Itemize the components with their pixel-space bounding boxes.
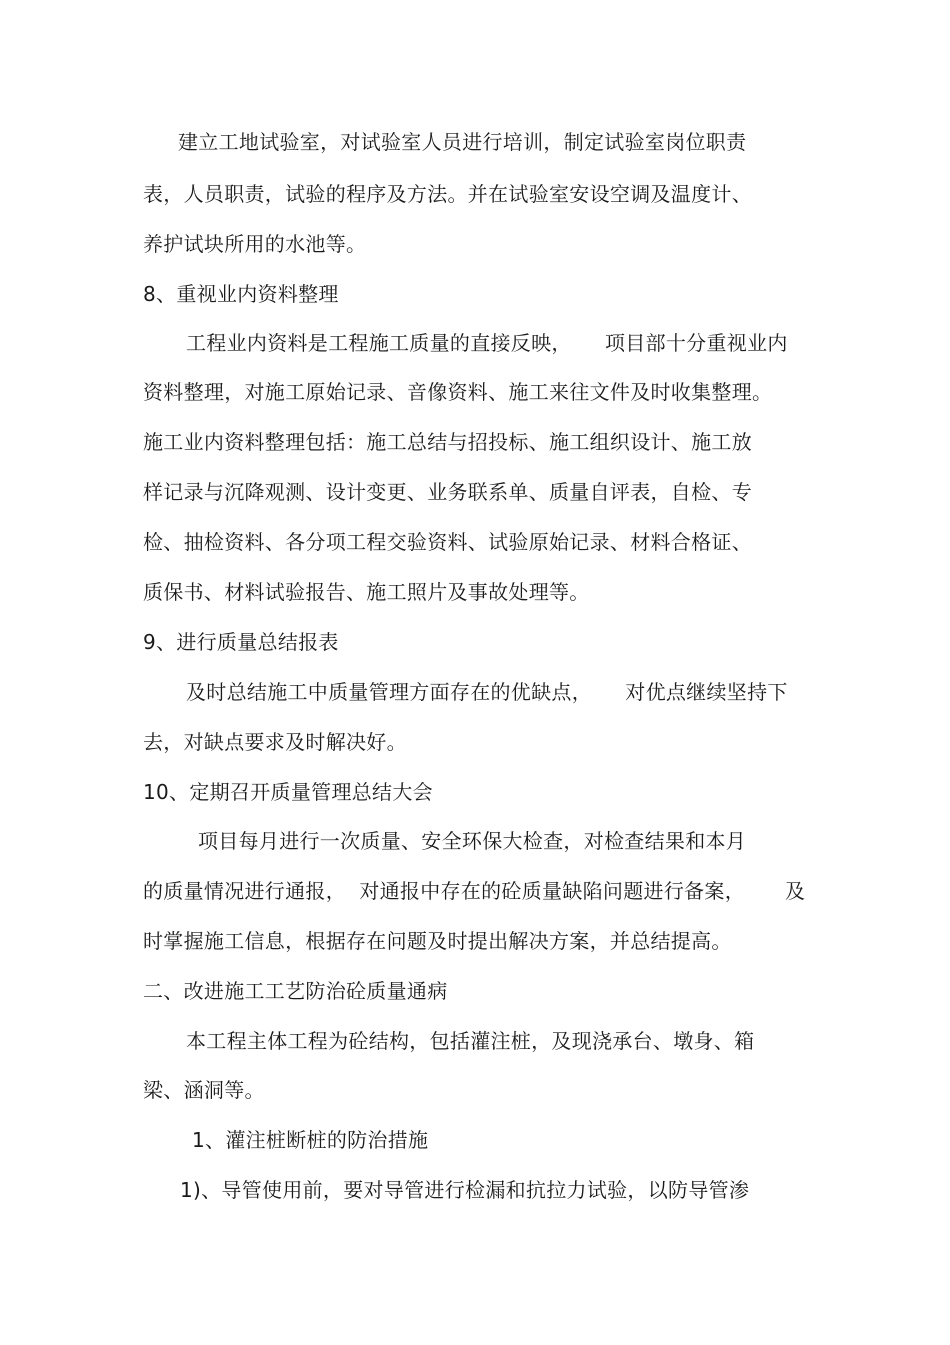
text-line: 本工程主体工程为砼结构，包括灌注桩，及现浇承台、墩身、箱 — [186, 1029, 755, 1053]
text-line: 表，人员职责，试验的程序及方法。并在试验室安设空调及温度计、 — [143, 182, 752, 206]
text-line: 梁、涵洞等。 — [143, 1078, 265, 1102]
text-line: 时掌握施工信息，根据存在问题及时提出解决方案，并总结提高。 — [143, 929, 732, 953]
text-line: 及时总结施工中质量管理方面存在的优缺点， 对优点继续坚持下 — [186, 680, 788, 704]
section-heading: 10、定期召开质量管理总结大会 — [143, 780, 433, 804]
section-heading: 9、进行质量总结报表 — [143, 630, 339, 654]
text-line: 资料整理，对施工原始记录、音像资料、施工来往文件及时收集整理。 — [143, 380, 773, 404]
text-line: 去，对缺点要求及时解决好。 — [143, 730, 407, 754]
text-line: 的质量情况进行通报， 对通报中存在的砼质量缺陷问题进行备案， 及 — [143, 879, 806, 903]
subsection-heading: 1、灌注桩断桩的防治措施 — [192, 1128, 429, 1152]
text-line: 项目每月进行一次质量、安全环保大检查，对检查结果和本月 — [198, 829, 747, 853]
text-line: 工程业内资料是工程施工质量的直接反映， 项目部十分重视业内 — [186, 331, 788, 355]
section-heading: 二、改进施工工艺防治砼质量通病 — [143, 979, 448, 1003]
text-line: 1)、导管使用前，要对导管进行检漏和抗拉力试验，以防导管渗 — [180, 1178, 750, 1202]
text-line: 质保书、材料试验报告、施工照片及事故处理等。 — [143, 580, 590, 604]
text-line: 养护试块所用的水池等。 — [143, 232, 367, 256]
section-heading: 8、重视业内资料整理 — [143, 282, 339, 306]
text-line: 施工业内资料整理包括：施工总结与招投标、施工组织设计、施工放 — [143, 430, 752, 454]
text-line: 建立工地试验室，对试验室人员进行培训，制定试验室岗位职责 — [178, 130, 747, 154]
text-line: 检、抽检资料、各分项工程交验资料、试验原始记录、材料合格证、 — [143, 530, 752, 554]
text-line: 样记录与沉降观测、设计变更、业务联系单、质量自评表，自检、专 — [143, 480, 752, 504]
